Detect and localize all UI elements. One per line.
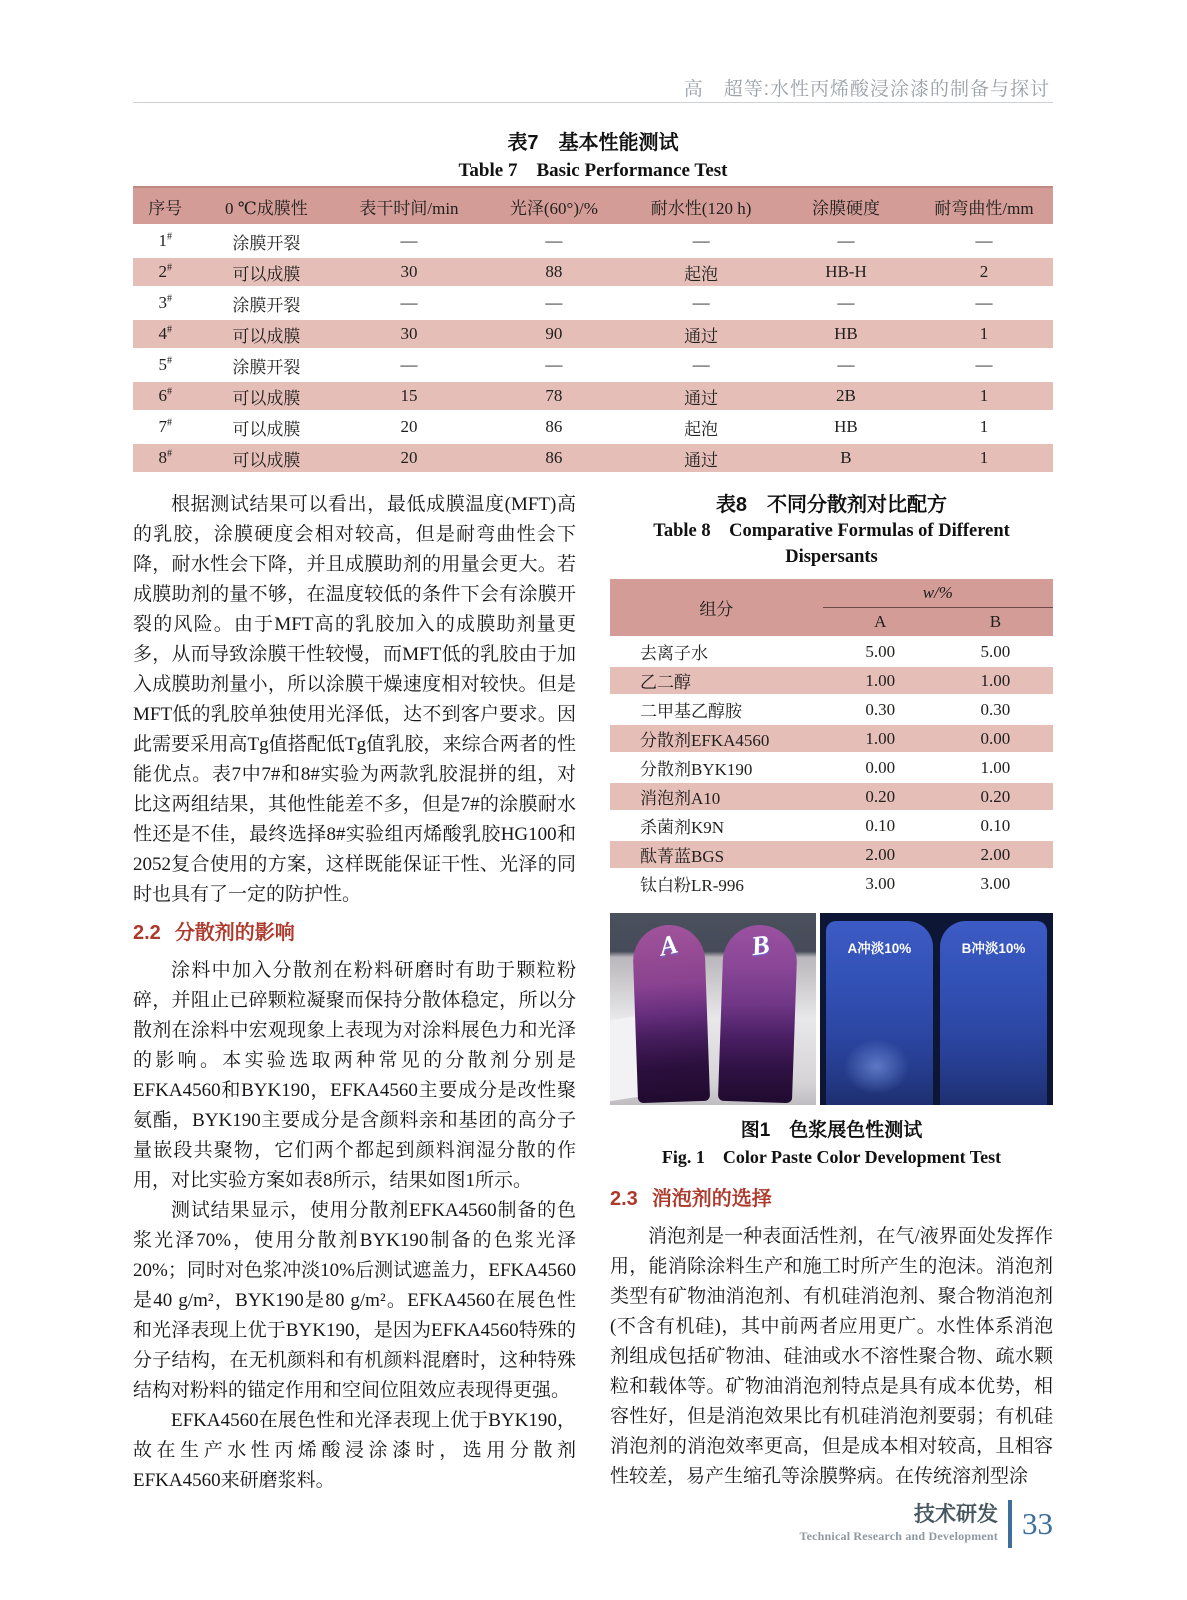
- table8-cell-b: 0.20: [938, 782, 1053, 811]
- table7-row: [133, 319, 1053, 350]
- table7-cell: 30: [335, 319, 482, 350]
- paragraph: 涂料中加入分散剂在粉料研磨时有助于颗粒粉碎，并阻止已碎颗粒凝聚而保持分散体稳定，所以分散剂在涂料中宏观现象上表现为对涂料展色力和光泽的影响。本实验选取两种常见的分散剂分别是EFKA4560和BYK190，EFKA4560主要成分是改性聚氨酯，BYK190主要成分是含颜料亲和基团的高分子量嵌段共聚物，它们两个都起到颜料润湿分散的作用，对比实验方案如表8所示，结果如图1所示。: [133, 960, 576, 1191]
- table7-cell: HB: [777, 412, 915, 443]
- table8-cell-a: 3.00: [823, 869, 938, 898]
- paragraph: 消泡剂是一种表面活性剂，在气/液界面处发挥作用，能消除涂料生产和施工时所产生的泡沫。消泡剂类型有矿物油消泡剂、有机硅消泡剂、聚合物消泡剂(不含有机硅)，其中前两者应用更广。水性体系消泡剂组成包括矿物油、硅油或水不溶性聚合物、疏水颗粒和载体等。矿物油消泡剂特点是具有成本优势，相容性好，但是消泡效果比有机硅消泡剂要弱；有机硅消泡剂的消泡效率更高，但是成本相对较高，且相容性较差，易产生缩孔等涂膜弊病。在传统溶剂型涂: [610, 1226, 1053, 1487]
- section-heading-2-2: [133, 918, 576, 948]
- table8-cell-name: 酞菁蓝BGS: [610, 840, 823, 869]
- table8-cell-b: 5.00: [938, 637, 1053, 666]
- table7-cell: 1: [915, 443, 1053, 474]
- table7-cell: —: [777, 288, 915, 319]
- table8-cell-a: 0.00: [823, 753, 938, 782]
- table7-header-cell: 涂膜硬度: [777, 187, 915, 226]
- table8-cell-name: 去离子水: [610, 637, 823, 666]
- footer-divider: [1008, 1500, 1012, 1548]
- table7-cell: —: [335, 226, 482, 257]
- paint-panel-a-diluted: [826, 921, 933, 1105]
- table8-cell-a: 2.00: [823, 840, 938, 869]
- table7-title-en: Table 7 Basic Performance Test: [458, 160, 728, 181]
- panel-b-dilute-label: B冲淡10%: [961, 941, 1026, 957]
- section-title: 分散剂的影响: [174, 922, 295, 944]
- table7-cell: —: [915, 288, 1053, 319]
- section-number: 2.2: [133, 922, 161, 944]
- figure1-photo-diluted: [820, 913, 1053, 1105]
- table8-cell-b: 0.00: [938, 724, 1053, 753]
- table7-cell: —: [625, 226, 777, 257]
- left-column: [133, 490, 576, 1496]
- table8-row: [610, 753, 1053, 782]
- table8-cell-a: 5.00: [823, 637, 938, 666]
- footer: [800, 1500, 1053, 1548]
- table7-cell: HB: [777, 319, 915, 350]
- table7-cell: 可以成膜: [197, 381, 335, 412]
- table8-body: [610, 637, 1053, 898]
- table7-row: [133, 226, 1053, 257]
- table7-cell: —: [777, 350, 915, 381]
- table8-cell-name: 二甲基乙醇胺: [610, 695, 823, 724]
- running-header: 高 超等:水性丙烯酸浸涂漆的制备与探讨: [683, 79, 1050, 100]
- table8-cell-a: 0.30: [823, 695, 938, 724]
- table7-cell: 20: [335, 443, 482, 474]
- table7-cell: 涂膜开裂: [197, 288, 335, 319]
- table8-header-row-1: [610, 579, 1053, 608]
- table7-row-id: 6#: [133, 381, 197, 412]
- table7-row-id: 1#: [133, 226, 197, 257]
- section-number: 2.3: [610, 1188, 638, 1210]
- table7-cell: —: [915, 350, 1053, 381]
- table8-cell-name: 杀菌剂K9N: [610, 811, 823, 840]
- right-column: [610, 490, 1053, 1496]
- table7-cell: 78: [483, 381, 626, 412]
- table7-cell: —: [777, 226, 915, 257]
- table8-cell-a: 1.00: [823, 666, 938, 695]
- table7-row-id: 3#: [133, 288, 197, 319]
- table7-cell: 可以成膜: [197, 443, 335, 474]
- table8-cell-b: 0.10: [938, 811, 1053, 840]
- table7-cell: —: [483, 288, 626, 319]
- table7-cell: 通过: [625, 381, 777, 412]
- table7-header-row: [133, 187, 1053, 226]
- table7-header-cell: 表干时间/min: [335, 187, 482, 226]
- table8-row: [610, 724, 1053, 753]
- paint-panel-b: [718, 923, 798, 1102]
- page-number: 33: [1022, 1506, 1053, 1541]
- table8-header-b: B: [938, 608, 1053, 638]
- table7-row: [133, 381, 1053, 412]
- table7-cell: 可以成膜: [197, 319, 335, 350]
- table7-cell: HB-H: [777, 257, 915, 288]
- body-columns: [133, 490, 1053, 1496]
- table8-cell-b: 2.00: [938, 840, 1053, 869]
- table7-header-cell: 序号: [133, 187, 197, 226]
- table7-cell: —: [625, 350, 777, 381]
- table7-row-id: 8#: [133, 443, 197, 474]
- table7-header-cell: 耐弯曲性/mm: [915, 187, 1053, 226]
- table8-cell-b: 1.00: [938, 666, 1053, 695]
- table7-cell: 15: [335, 381, 482, 412]
- table7-cell: 涂膜开裂: [197, 350, 335, 381]
- table8-cell-a: 0.20: [823, 782, 938, 811]
- table7-header-cell: 0 ℃成膜性: [197, 187, 335, 226]
- table7-cell: 1: [915, 319, 1053, 350]
- panel-a-label: A: [656, 928, 681, 962]
- table7-row: [133, 412, 1053, 443]
- table8-cell-name: 分散剂BYK190: [610, 753, 823, 782]
- table7-cell: 88: [483, 257, 626, 288]
- section-title: 消泡剂的选择: [651, 1188, 772, 1210]
- table7-cell: 20: [335, 412, 482, 443]
- table8-header-component: 组分: [610, 579, 823, 637]
- table7-cell: 通过: [625, 319, 777, 350]
- table7-header-cell: 光泽(60°)/%: [483, 187, 626, 226]
- table7-cell: 1: [915, 412, 1053, 443]
- table7-row: [133, 257, 1053, 288]
- paragraph: EFKA4560在展色性和光泽表现上优于BYK190，故在生产水性丙烯酸浸涂漆时，选用分散剂EFKA4560来研磨浆料。: [133, 1410, 576, 1491]
- table7-cell: 90: [483, 319, 626, 350]
- table8-title-zh: 表8 不同分散剂对比配方: [715, 494, 948, 516]
- table7-cell: —: [335, 350, 482, 381]
- table7-row-id: 2#: [133, 257, 197, 288]
- header-rule: [133, 102, 1053, 103]
- table7-cell: —: [625, 288, 777, 319]
- table8-cell-b: 0.30: [938, 695, 1053, 724]
- table8-cell-name: 乙二醇: [610, 666, 823, 695]
- table7-row: [133, 443, 1053, 474]
- table7-cell: 30: [335, 257, 482, 288]
- panel-a-dilute-label: A冲淡10%: [847, 941, 912, 957]
- table7: [133, 186, 1053, 475]
- table8-cell-a: 1.00: [823, 724, 938, 753]
- table8-row: [610, 869, 1053, 898]
- table8-cell-b: 1.00: [938, 753, 1053, 782]
- table8: [610, 579, 1053, 899]
- table7-header-cell: 耐水性(120 h): [625, 187, 777, 226]
- section-heading-2-3: [610, 1184, 1053, 1214]
- table7-cell: 2B: [777, 381, 915, 412]
- table8-cell-name: 消泡剂A10: [610, 782, 823, 811]
- table8-row: [610, 782, 1053, 811]
- panel-b-label: B: [749, 928, 772, 961]
- table8-row: [610, 811, 1053, 840]
- table8-cell-b: 3.00: [938, 869, 1053, 898]
- table7-title-zh: 表7 基本性能测试: [507, 132, 679, 154]
- table7-row: [133, 350, 1053, 381]
- table7-row-id: 4#: [133, 319, 197, 350]
- table7-cell: 可以成膜: [197, 412, 335, 443]
- table7-cell: —: [483, 350, 626, 381]
- table8-cell-name: 分散剂EFKA4560: [610, 724, 823, 753]
- table7-cell: 涂膜开裂: [197, 226, 335, 257]
- table7-body: [133, 226, 1053, 474]
- table7-cell: —: [335, 288, 482, 319]
- table7-cell: 起泡: [625, 412, 777, 443]
- table7-cell: 86: [483, 443, 626, 474]
- footer-section-zh: 技术研发: [914, 1503, 998, 1526]
- footer-section: [800, 1503, 998, 1545]
- table7-cell: 起泡: [625, 257, 777, 288]
- table8-cell-a: 0.10: [823, 811, 938, 840]
- table8-title-en: Table 8 Comparative Formulas of Different Dispersants: [653, 521, 1010, 567]
- table7-cell: 86: [483, 412, 626, 443]
- figure1-photo-undiluted: [610, 913, 816, 1105]
- table7-cell: 通过: [625, 443, 777, 474]
- table8-row: [610, 840, 1053, 869]
- table7-cell: 1: [915, 381, 1053, 412]
- figure1-caption-zh: 图1 色浆展色性测试: [740, 1120, 923, 1141]
- table8-cell-name: 钛白粉LR-996: [610, 869, 823, 898]
- table8-row: [610, 695, 1053, 724]
- table8-header-a: A: [823, 608, 938, 638]
- table7-cell: —: [483, 226, 626, 257]
- figure1: [610, 913, 1053, 1105]
- footer-section-en: Technical Research and Development: [799, 1529, 998, 1543]
- table8-row: [610, 666, 1053, 695]
- paragraph: 根据测试结果可以看出，最低成膜温度(MFT)高的乳胶，涂膜硬度会相对较高，但是耐弯曲性会下降，耐水性会下降，并且成膜助剂的用量会更大。若成膜助剂的量不够，在温度较低的条件下会有涂膜开裂的风险。由于MFT高的乳胶加入的成膜助剂量更多，从而导致涂膜干性较慢，而MFT低的乳胶由于加入成膜助剂量小，所以涂膜干燥速度相对较快。但是MFT低的乳胶单独使用光泽低，达不到客户要求。因此需要采用高Tg值搭配低Tg值乳胶，来综合两者的性能优点。表7中7#和8#实验为两款乳胶混拼的组，对比这两组结果，其他性能差不多，但是7#的涂膜耐水性还是不佳，最终选择8#实验组丙烯酸乳胶HG100和2052复合使用的方案，这样既能保证干性、光泽的同时也具有了一定的防护性。: [133, 494, 576, 905]
- table7-row-id: 5#: [133, 350, 197, 381]
- table7-cell: —: [915, 226, 1053, 257]
- paint-panel-b-diluted: [940, 921, 1047, 1105]
- table8-row: [610, 637, 1053, 666]
- paint-panel-a: [632, 923, 710, 1102]
- table8-header-w-percent: w/%: [823, 579, 1053, 608]
- table7-row: [133, 288, 1053, 319]
- table7-cell: B: [777, 443, 915, 474]
- table7-row-id: 7#: [133, 412, 197, 443]
- paragraph: 测试结果显示，使用分散剂EFKA4560制备的色浆光泽70%，使用分散剂BYK190制备的色浆光泽20%；同时对色浆冲淡10%后测试遮盖力，EFKA4560是40 g/m²，BYK190是80 g/m²。EFKA4560在展色性和光泽表现上优于BYK190，是因为EFKA4560特殊的分子结构，在无机颜料和有机颜料混磨时，这种特殊结构对粉料的锚定作用和空间位阻效应表现得更强。: [133, 1200, 576, 1401]
- table7-cell: 可以成膜: [197, 257, 335, 288]
- table7-cell: 2: [915, 257, 1053, 288]
- figure1-caption-en: Fig. 1 Color Paste Color Development Test: [661, 1147, 1002, 1167]
